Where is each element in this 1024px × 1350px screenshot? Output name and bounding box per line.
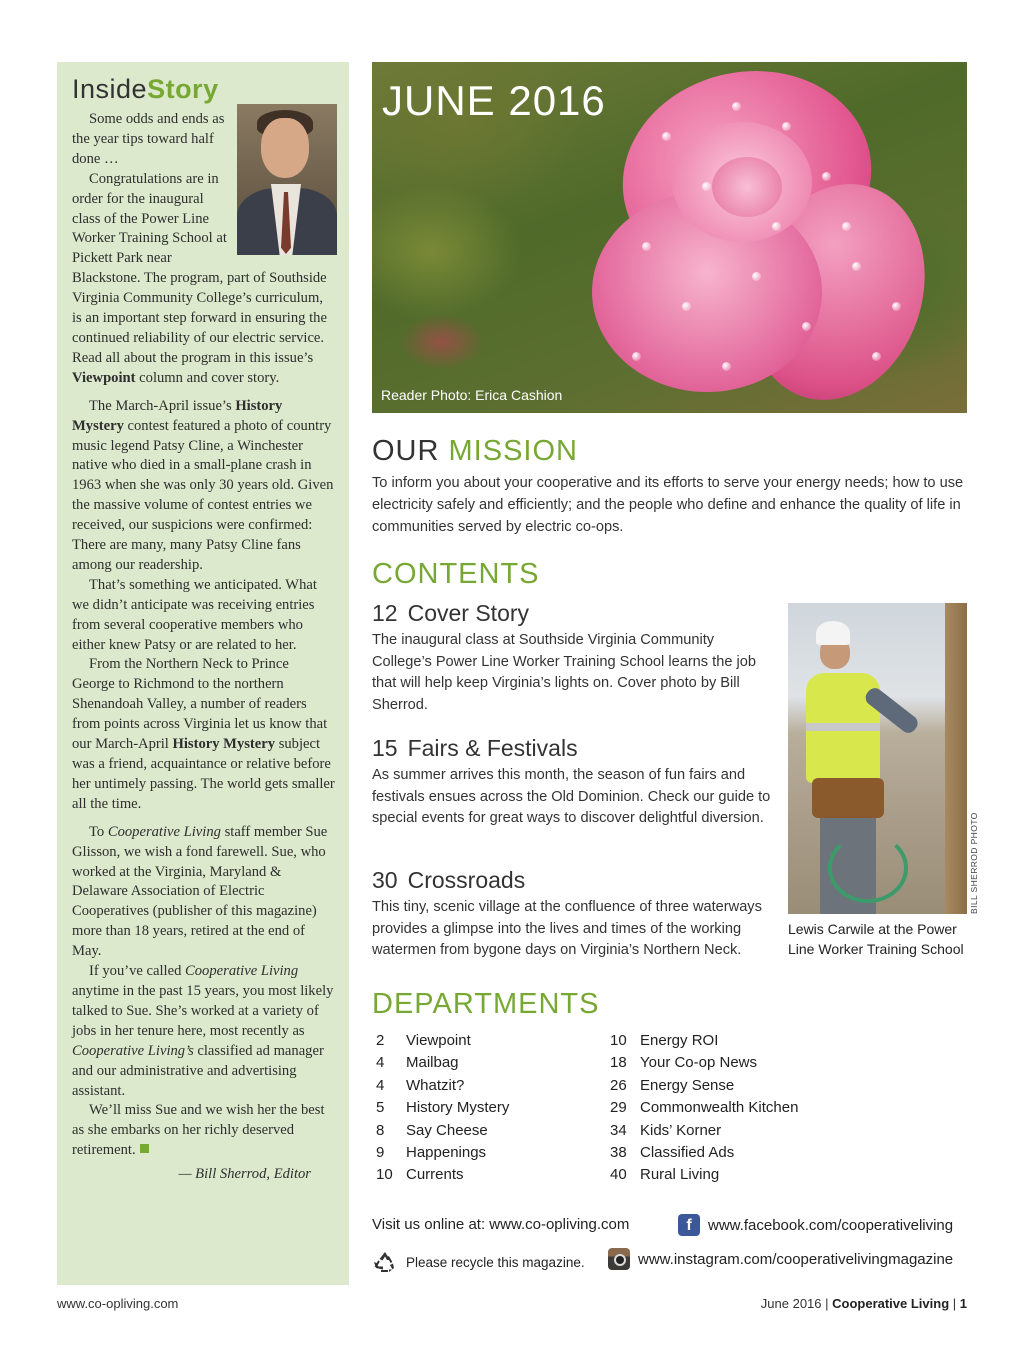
mission-text: To inform you about your cooperative and its efforts to serve your energy needs; how to use electricity safely and efficiently; and the people who define and enhance the quality of life in communities served by electric co-ops. [372,475,964,535]
recycle-icon [372,1250,398,1274]
department-item[interactable]: 40 Rural Living [610,1166,720,1184]
entry-description: This tiny, scenic village at the confluence of three waterways provides a glimpse into the lives and times of the working watermen from bygone days on Virginia’s Northern Neck. [372,899,762,959]
sidebar-paragraph-4: That’s something we anticipated. What we didn’t anticipate was receiving entries from several cooperative members who either knew Patsy or are related to her. [72,576,317,653]
department-item[interactable]: 8 Say Cheese [376,1121,488,1139]
editor-portrait [237,104,337,255]
inside-story-title [72,74,335,104]
departments-heading: DEPARTMENTS [372,988,600,1020]
entry-page-number: 15 [372,735,398,761]
department-item[interactable]: 4 Mailbag [376,1054,459,1072]
entry-description: The inaugural class at Southside Virginia Community College’s Power Line Worker Training School learns the job that will help keep Virginia’s lights on. Cover photo by Bill Sherrod. [372,632,756,713]
contents-heading: CONTENTS [372,558,540,590]
contents-entry-crossroads[interactable] [372,867,772,962]
photographer-credit: BILL SHERROD PHOTO [969,812,979,914]
facebook-link[interactable] [678,1214,953,1236]
sidebar-paragraph-8: We’ll miss Sue and we wish her the best as she embarks on her richly deserved retirement. [72,1102,325,1159]
sidebar-paragraph-5: From the Northern Neck to Prince George to Richmond to the northern Shenandoah Valley, a number of readers from points across Virginia let us know that our March-April History Mystery subject was a friend, acquaintance or relative before her untimely passing. The world gets smaller all the time. [72,656,335,812]
editor-signature: — Bill Sherrod, Editor [178,1166,311,1183]
department-item[interactable]: 34 Kids’ Korner [610,1121,722,1139]
departments-list-left [376,1030,509,1187]
department-item[interactable]: 2 Viewpoint [376,1032,471,1049]
instagram-url: www.instagram.com/cooperativelivingmagazine [638,1250,954,1268]
department-item[interactable]: 4 Whatzit? [376,1076,465,1094]
department-item[interactable]: 29 Commonwealth Kitchen [610,1099,799,1117]
contents-entry-fairs-festivals[interactable] [372,735,772,830]
instagram-icon [608,1248,630,1270]
sidebar-paragraph-2: Congratulations are in order for the inaugural class of the Power Line Worker Training School at Pickett Park near Blackstone. The program, part of Southside Virginia Community College’s curriculum, is an important step forward in ensuring the continued reliability of our electric service. Read all about the program in this issue’s Viewpoint column and cover story. [72,170,327,386]
issue-title: JUNE 2016 [382,77,606,124]
recycle-notice [372,1250,585,1274]
department-item[interactable]: 9 Happenings [376,1144,487,1162]
cover-rose-photo [372,62,967,413]
department-item[interactable]: 18 Your Co-op News [610,1054,758,1072]
title-story: Story [147,74,219,104]
mission-heading: OUR MISSION [372,435,578,467]
sidebar-paragraph-3: The March-April issue’s History Mystery contest featured a photo of country music legend Patsy Cline, a Winchester native who died in a small-plane crash in 1963 when she was only 30 years old. Given the massive volume of contest entries we received, our suspicions were confirmed: There are many, many Patsy Cline fans among our readership. [72,397,334,573]
website-link[interactable]: Visit us online at: www.co-opliving.com [372,1216,630,1233]
entry-description: As summer arrives this month, the season of fun fairs and festivals ensues across the Old Dominion. Check our guide to special events for great ways to discover delightful diversion. [372,767,771,827]
footer-folio: June 2016 | Cooperative Living | 1 [760,1296,967,1311]
entry-title: Fairs & Festivals [407,735,578,761]
facebook-icon: f [678,1214,700,1236]
photo-caption: Lewis Carwile at the Power Line Worker Training School [788,921,964,957]
sidebar-paragraph-7: If you’ve called Cooperative Living anytime in the past 15 years, you most likely talked to Sue. She’s worked at a variety of jobs in her tenure here, most recently as Cooperative Living’s classified ad manager and our administrative and advertising assistant. [72,963,334,1099]
recycle-text: Please recycle this magazine. [406,1254,585,1270]
sidebar-paragraph-6: To Cooperative Living staff member Sue Glisson, we wish a fond farewell. Sue, who worked at the Virginia, Maryland & Delaware Association of Electric Cooperatives (publisher of this magazine) more than 18 years, retired at the end of May. [72,823,328,960]
entry-page-number: 30 [372,867,398,893]
title-inside: Inside [72,74,148,104]
entry-title: Crossroads [407,867,526,893]
department-item[interactable]: 38 Classified Ads [610,1144,735,1162]
department-item[interactable]: 10 Energy ROI [610,1032,719,1049]
entry-title: Cover Story [407,600,530,626]
department-item[interactable]: 26 Energy Sense [610,1076,735,1094]
lineworker-photo [788,603,967,914]
departments-list-right [610,1030,798,1187]
footer-website: www.co-opliving.com [57,1296,179,1311]
facebook-url: www.facebook.com/cooperativeliving [708,1216,954,1234]
department-item[interactable]: 10 Currents [376,1166,464,1184]
end-mark-icon [140,1144,149,1153]
reader-photo-credit: Reader Photo: Erica Cashion [381,387,563,403]
inside-story-sidebar [57,62,349,1285]
department-item[interactable]: 5 History Mystery [376,1099,510,1117]
entry-page-number: 12 [372,600,398,626]
instagram-link[interactable] [608,1248,953,1270]
contents-entry-cover-story[interactable] [372,600,772,716]
sidebar-paragraph-1: Some odds and ends as the year tips toward half done … [72,111,225,167]
